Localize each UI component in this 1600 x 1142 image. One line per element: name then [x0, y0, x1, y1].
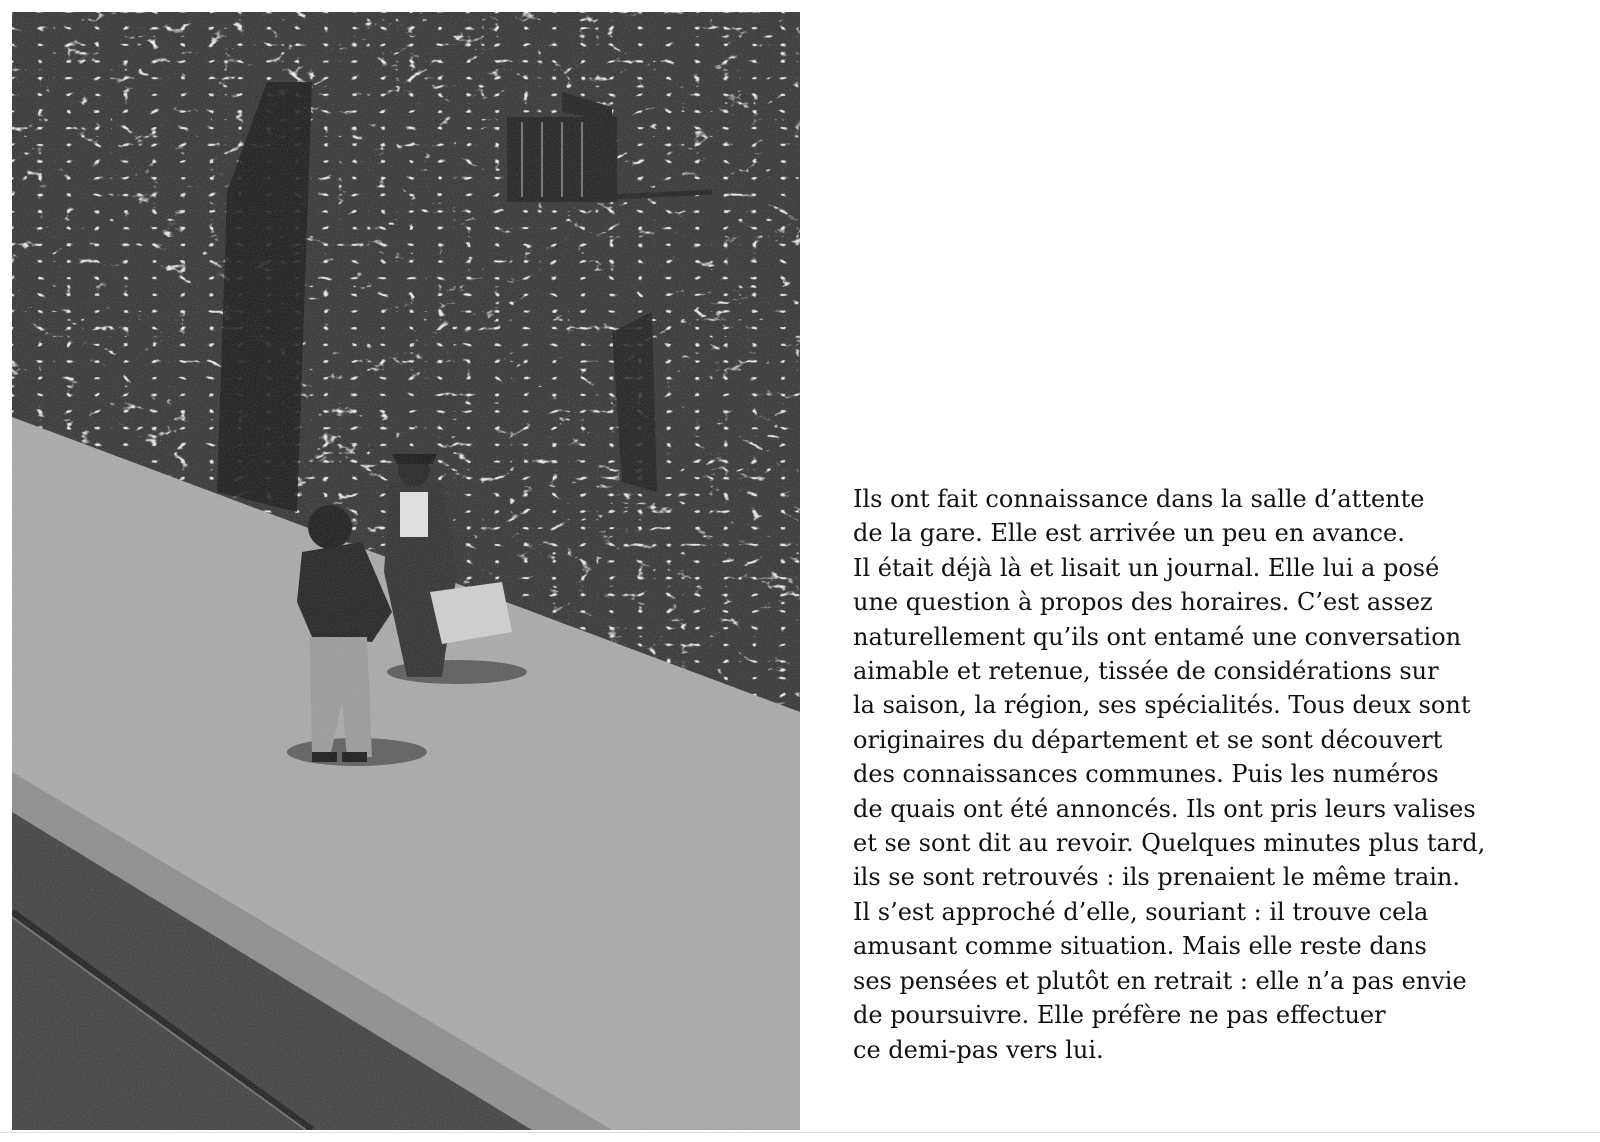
passage-line: de quais ont été annoncés. Ils ont pris leurs valises: [853, 794, 1476, 823]
passage-line: Il s’est approché d’elle, souriant : il trouve cela: [853, 897, 1429, 926]
passage-line: naturellement qu’ils ont entamé une conversation: [853, 622, 1462, 651]
story-passage: [853, 482, 1573, 1067]
passage-line: et se sont dit au revoir. Quelques minutes plus tard,: [853, 829, 1486, 858]
passage-line: de poursuivre. Elle préfère ne pas effectuer: [853, 1001, 1386, 1030]
passage-line: ses pensées et plutôt en retrait : elle n’a pas envie: [853, 966, 1467, 995]
passage-line: originaires du département et se sont découvert: [853, 725, 1443, 754]
station-platform-photograph: [12, 12, 800, 1130]
passage-line: ce demi-pas vers lui.: [853, 1035, 1104, 1064]
passage-line: une question à propos des horaires. C’est assez: [853, 588, 1433, 617]
passage-line: Il était déjà là et lisait un journal. Elle lui a posé: [853, 553, 1440, 582]
photograph-illustration: [12, 12, 800, 1130]
passage-line: aimable et retenue, tissée de considérations sur: [853, 657, 1439, 686]
passage-line: la saison, la région, ses spécialités. Tous deux sont: [853, 691, 1471, 720]
page-bottom-edge: [0, 1132, 1600, 1133]
passage-line: de la gare. Elle est arrivée un peu en avance.: [853, 519, 1405, 548]
passage-line: amusant comme situation. Mais elle reste dans: [853, 932, 1427, 961]
passage-line: ils se sont retrouvés : ils prenaient le même train.: [853, 863, 1461, 892]
passage-line: Ils ont fait connaissance dans la salle d’attente: [853, 485, 1425, 513]
passage-line: des connaissances communes. Puis les numéros: [853, 760, 1439, 789]
